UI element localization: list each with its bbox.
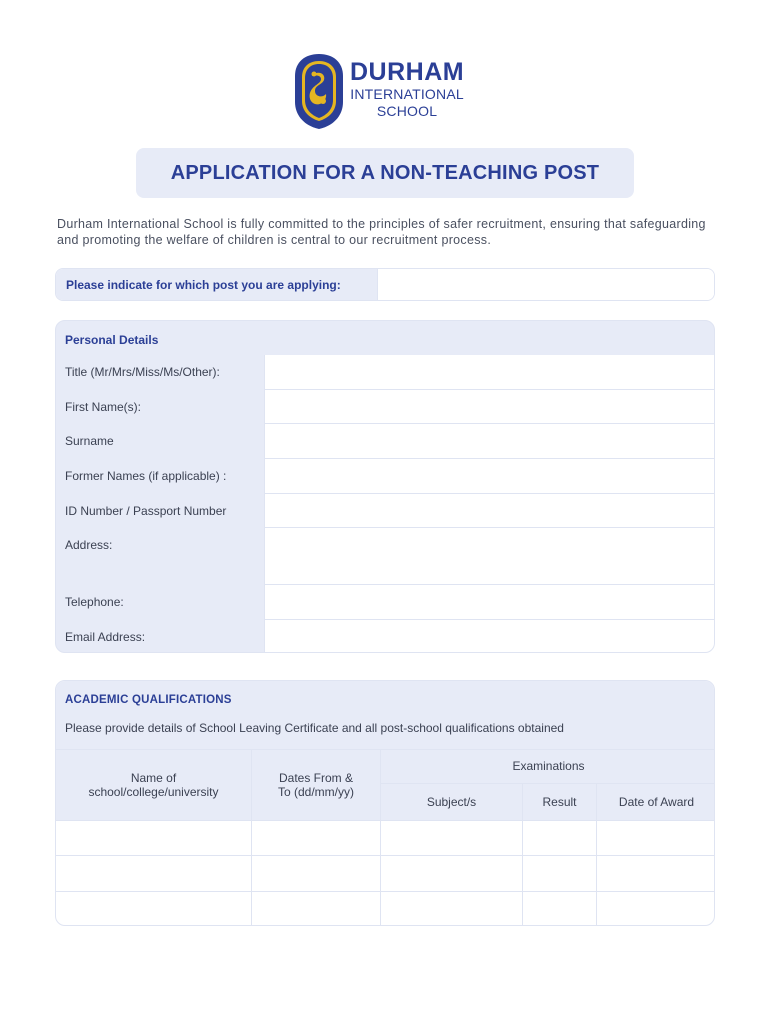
intro-text: Durham International School is fully committed to the principles of safer recruitment, ensuring that safeguarding and promoting the welfare of children is central to our recruitment process. — [57, 217, 706, 247]
post-input[interactable] — [377, 269, 714, 300]
col-header-result: Result — [523, 784, 596, 820]
school-name-cell[interactable] — [56, 892, 251, 926]
form-row — [56, 355, 715, 390]
result-cell[interactable] — [523, 821, 596, 855]
telephone-field[interactable] — [264, 585, 715, 620]
former-names-label: Former Names (if applicable) : — [65, 469, 227, 483]
form-row — [56, 620, 715, 653]
award-date-cell[interactable] — [597, 856, 715, 891]
academic-subheading: Please provide details of School Leaving Certificate and all post-school qualifications obtained — [65, 721, 564, 735]
personal-details-section — [55, 320, 715, 653]
col-header-date-of-award: Date of Award — [597, 784, 715, 820]
divider — [56, 749, 715, 750]
col-header-examinations: Examinations — [381, 749, 715, 783]
school-name-cell[interactable] — [56, 821, 251, 855]
former-names-field[interactable] — [264, 459, 715, 494]
dates-cell[interactable] — [252, 856, 380, 891]
result-cell[interactable] — [523, 856, 596, 891]
form-row — [56, 459, 715, 494]
form-row — [56, 424, 715, 459]
subjects-cell[interactable] — [381, 892, 522, 926]
form-row — [56, 494, 715, 528]
divider — [381, 783, 715, 784]
school-crest-icon — [293, 52, 345, 130]
logo-subtitle-1: INTERNATIONAL — [350, 86, 464, 102]
id-number-field[interactable] — [264, 494, 715, 528]
personal-details-heading: Personal Details — [65, 333, 159, 347]
table-row — [56, 892, 715, 926]
school-name-cell[interactable] — [56, 856, 251, 891]
academic-heading: ACADEMIC QUALIFICATIONS — [65, 694, 232, 706]
email-field[interactable] — [264, 620, 715, 653]
award-date-cell[interactable] — [597, 821, 715, 855]
first-name-label: First Name(s): — [65, 400, 141, 414]
col-header-dates: Dates From & To (dd/mm/yy) — [252, 749, 380, 820]
form-row — [56, 528, 715, 585]
surname-field[interactable] — [264, 424, 715, 459]
title-label: Title (Mr/Mrs/Miss/Ms/Other): — [65, 365, 220, 379]
form-row — [56, 390, 715, 424]
logo-subtitle-2: SCHOOL — [376, 103, 438, 119]
address-label: Address: — [65, 538, 113, 552]
post-row — [55, 268, 715, 301]
telephone-label: Telephone: — [65, 595, 124, 609]
title-field[interactable] — [264, 355, 715, 390]
subjects-cell[interactable] — [381, 821, 522, 855]
dates-cell[interactable] — [252, 821, 380, 855]
form-row — [56, 585, 715, 620]
address-field[interactable] — [264, 528, 715, 585]
table-row — [56, 821, 715, 855]
result-cell[interactable] — [523, 892, 596, 926]
title-banner — [136, 148, 634, 198]
id-number-label: ID Number / Passport Number — [65, 504, 227, 518]
surname-label: Surname — [65, 434, 114, 448]
dates-cell[interactable] — [252, 892, 380, 926]
school-logo — [290, 50, 490, 132]
academic-header — [56, 681, 715, 749]
page-title: APPLICATION FOR A NON-TEACHING POST — [170, 161, 600, 184]
academic-qualifications-section — [55, 680, 715, 926]
first-name-field[interactable] — [264, 390, 715, 424]
logo-title: DURHAM — [350, 58, 465, 86]
col-header-subjects: Subject/s — [381, 784, 522, 820]
email-label: Email Address: — [65, 630, 146, 644]
subjects-cell[interactable] — [381, 856, 522, 891]
post-label: Please indicate for which post you are applying: — [56, 269, 377, 300]
col-header-name: Name of school/college/university — [56, 749, 251, 820]
award-date-cell[interactable] — [597, 892, 715, 926]
table-row — [56, 856, 715, 891]
